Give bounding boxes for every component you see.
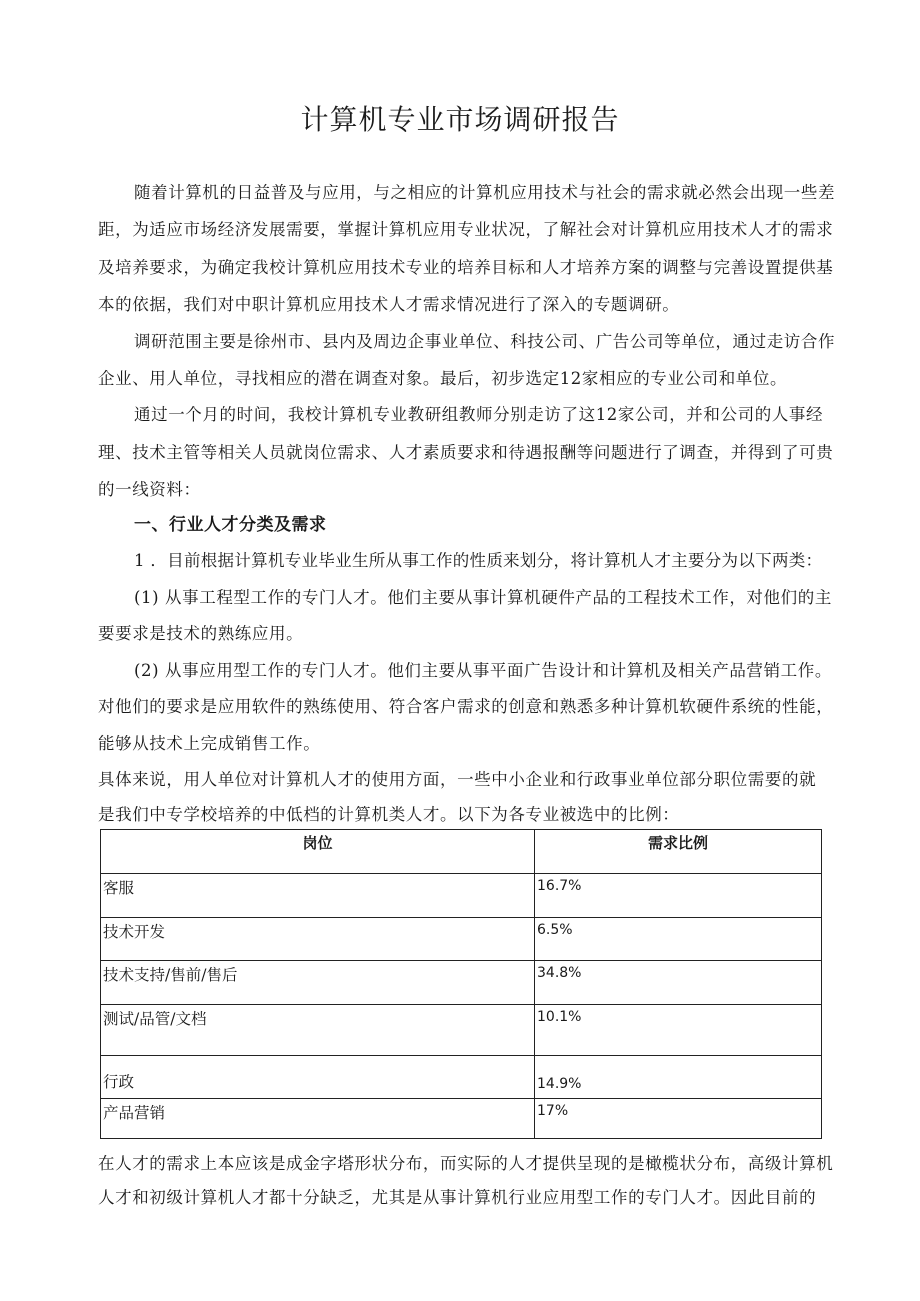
ratio-table [100, 829, 822, 1139]
paragraph-line: 是我们中专学校培养的中低档的计算机类人才。以下为各专业被选中的比例： [98, 805, 680, 824]
list-item: 1 ．目前根据计算机专业毕业生所从事工作的性质来划分，将计算机人才主要分为以下两类： [134, 551, 823, 570]
paragraph-line: 的一线资料： [98, 480, 201, 499]
sub-item-line: 能够从技术上完成销售工作。 [98, 734, 321, 753]
cell-ratio: 34.8% [535, 961, 822, 1005]
cell-ratio: 6.5% [535, 918, 822, 961]
cell-position: 技术开发 [101, 918, 535, 961]
paragraph-line: 及培养要求，为确定我校计算机应用技术专业的培养目标和人才培养方案的调整与完善设置提供基 [98, 258, 834, 277]
cell-position: 行政 [101, 1056, 535, 1099]
table-row [101, 961, 822, 1005]
paragraph-line: 具体来说，用人单位对计算机人才的使用方面，一些中小企业和行政事业单位部分职位需要的就 [98, 770, 817, 789]
column-header-position: 岗位 [101, 830, 535, 874]
sub-item-line: 对他们的要求是应用软件的熟练使用、符合客户需求的创意和熟悉多种计算机软硬件系统的性能， [98, 697, 834, 716]
cell-ratio: 10.1% [535, 1005, 822, 1056]
paragraph-line: 理、技术主管等相关人员就岗位需求、人才素质要求和待遇报酬等问题进行了调查，并得到了可贵 [98, 443, 834, 462]
paragraph-line: 通过一个月的时间，我校计算机专业教研组教师分别走访了这12家公司，并和公司的人事经 [134, 405, 824, 424]
table-row [101, 1099, 822, 1139]
sub-item-line: (2) 从事应用型工作的专门人才。他们主要从事平面广告设计和计算机及相关产品营销工作。 [134, 661, 832, 680]
column-header-ratio: 需求比例 [535, 830, 822, 874]
table-row [101, 918, 822, 961]
cell-ratio: 14.9% [535, 1056, 822, 1099]
cell-position: 技术支持/售前/售后 [101, 961, 535, 1005]
table-row [101, 874, 822, 918]
paragraph-line: 距，为适应市场经济发展需要，掌握计算机应用专业状况，了解社会对计算机应用技术人才的需求 [98, 220, 834, 239]
sub-item-line: 要要求是技术的熟练应用。 [98, 624, 304, 643]
table-row [101, 1005, 822, 1056]
section-heading: 一、行业人才分类及需求 [134, 515, 327, 535]
table-row [101, 1056, 822, 1099]
paragraph-line: 在人才的需求上本应该是成金字塔形状分布，而实际的人才提供呈现的是橄榄状分布，高级计算机 [98, 1154, 834, 1173]
cell-ratio: 17% [535, 1099, 822, 1139]
cell-position: 客服 [101, 874, 535, 918]
paragraph-line: 本的依据，我们对中职计算机应用技术人才需求情况进行了深入的专题调研。 [98, 295, 680, 314]
cell-ratio: 16.7% [535, 874, 822, 918]
page-title: 计算机专业市场调研报告 [300, 103, 620, 136]
cell-position: 产品营销 [101, 1099, 535, 1139]
paragraph-line: 随着计算机的日益普及与应用，与之相应的计算机应用技术与社会的需求就必然会出现一些差 [134, 183, 836, 202]
cell-position: 测试/品管/文档 [101, 1005, 535, 1056]
paragraph-line: 企业、用人单位，寻找相应的潜在调查对象。最后，初步选定12家相应的专业公司和单位。 [98, 369, 788, 388]
sub-item-line: (1) 从事工程型工作的专门人才。他们主要从事计算机硬件产品的工程技术工作，对他们的主 [134, 588, 832, 607]
paragraph-line: 人才和初级计算机人才都十分缺乏，尤其是从事计算机行业应用型工作的专门人才。因此目前的 [98, 1188, 817, 1207]
paragraph-line: 调研范围主要是徐州市、县内及周边企事业单位、科技公司、广告公司等单位，通过走访合作 [134, 332, 836, 351]
table-header-row [101, 830, 822, 874]
